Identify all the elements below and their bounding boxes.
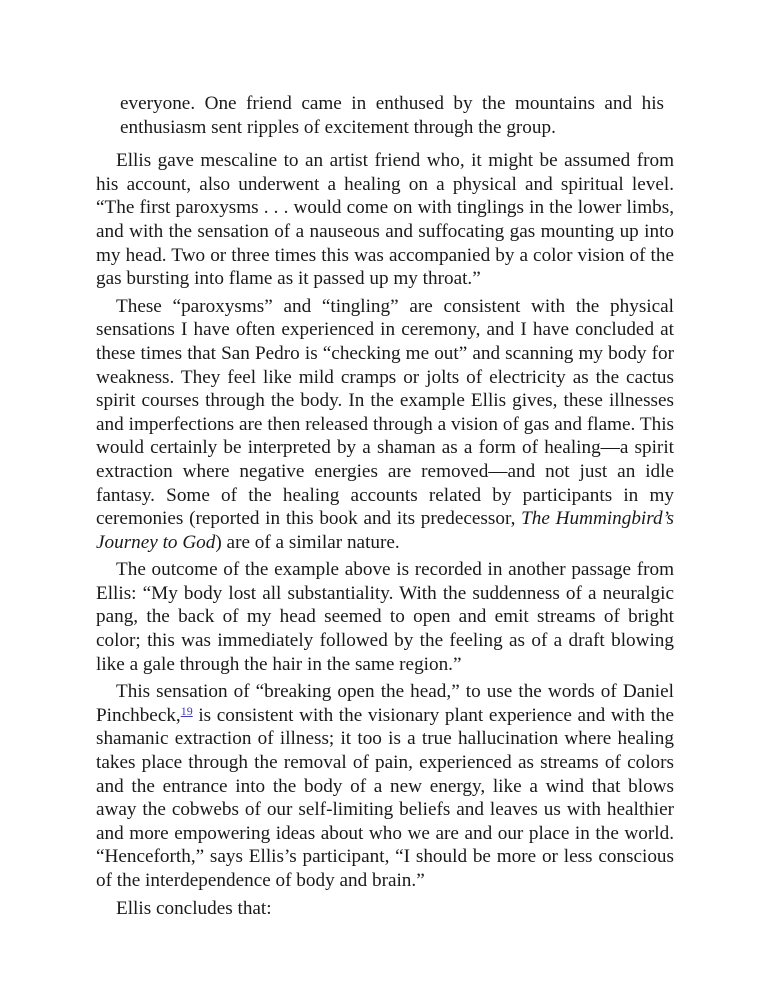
book-title: The Hummingbird’s Journey to God [96, 508, 674, 553]
paragraph-text: These “paroxysms” and “tingling” are consistent with the physical sensations I have often experienced in ceremony, and I have concluded at these times that San Pedro is “checking me out” and scanning my body for weakness. They feel like mild cramps or jolts of electricity as the cactus spirit courses through the body. In the example Ellis gives, these illnesses and imperfections are then released through a vision of gas and flame. This would certainly be interpreted by a shaman as a form of healing—a spirit extraction where negative energies are removed—and not just an idle fantasy. Some of the healing accounts related by participants in my ceremonies (reported in this book and its predecessor, [96, 295, 674, 530]
paragraph-paroxysms [96, 295, 674, 555]
paragraph-text: ) are of a similar nature. [215, 531, 400, 553]
paragraph-text: is consistent with the visionary plant experience and with the shamanic extraction of illness; it too is a true hallucination where healing takes place through the removal of pain, experienced as streams of colors and the entrance into the body of a new energy, like a wind that blows away the cobwebs of our self-limiting beliefs and leaves us with healthier and more empowering ideas about who we are and our place in the world. “Henceforth,” says Ellis’s participant, “I should be more or less conscious of the interdependence of body and brain.” [96, 704, 674, 891]
paragraph-outcome: The outcome of the example above is recorded in another passage from Ellis: “My body lost all substantiality. With the suddenness of a neuralgic pang, the back of my head seemed to open and emit streams of bright color; this was immediately followed by the feeling as of a draft blowing like a gale through the hair in the same region.” [96, 559, 674, 675]
paragraph-ellis-mescaline: Ellis gave mescaline to an artist friend who, it might be assumed from his account, also underwent a healing on a physical and spiritual level. “The first paroxysms . . . would come on with tinglings in the lower limbs, and with the sensation of a nauseous and suffocating gas mounting up into my head. Two or three times this was accompanied by a color vision of the gas bursting into flame as it passed up my throat.” [96, 150, 674, 290]
paragraph-text: This sensation of “breaking open the head,” to use the words of Daniel Pinchbeck, [96, 681, 674, 726]
paragraph-ellis-concludes: Ellis concludes that: [116, 897, 272, 919]
book-page [96, 92, 674, 920]
footnote-link[interactable]: 19 [180, 703, 193, 718]
block-quote: everyone. One friend came in enthused by the mountains and his enthusiasm sent ripples of excitement through the group. [120, 93, 664, 138]
paragraph-breaking-open-head [96, 680, 674, 892]
